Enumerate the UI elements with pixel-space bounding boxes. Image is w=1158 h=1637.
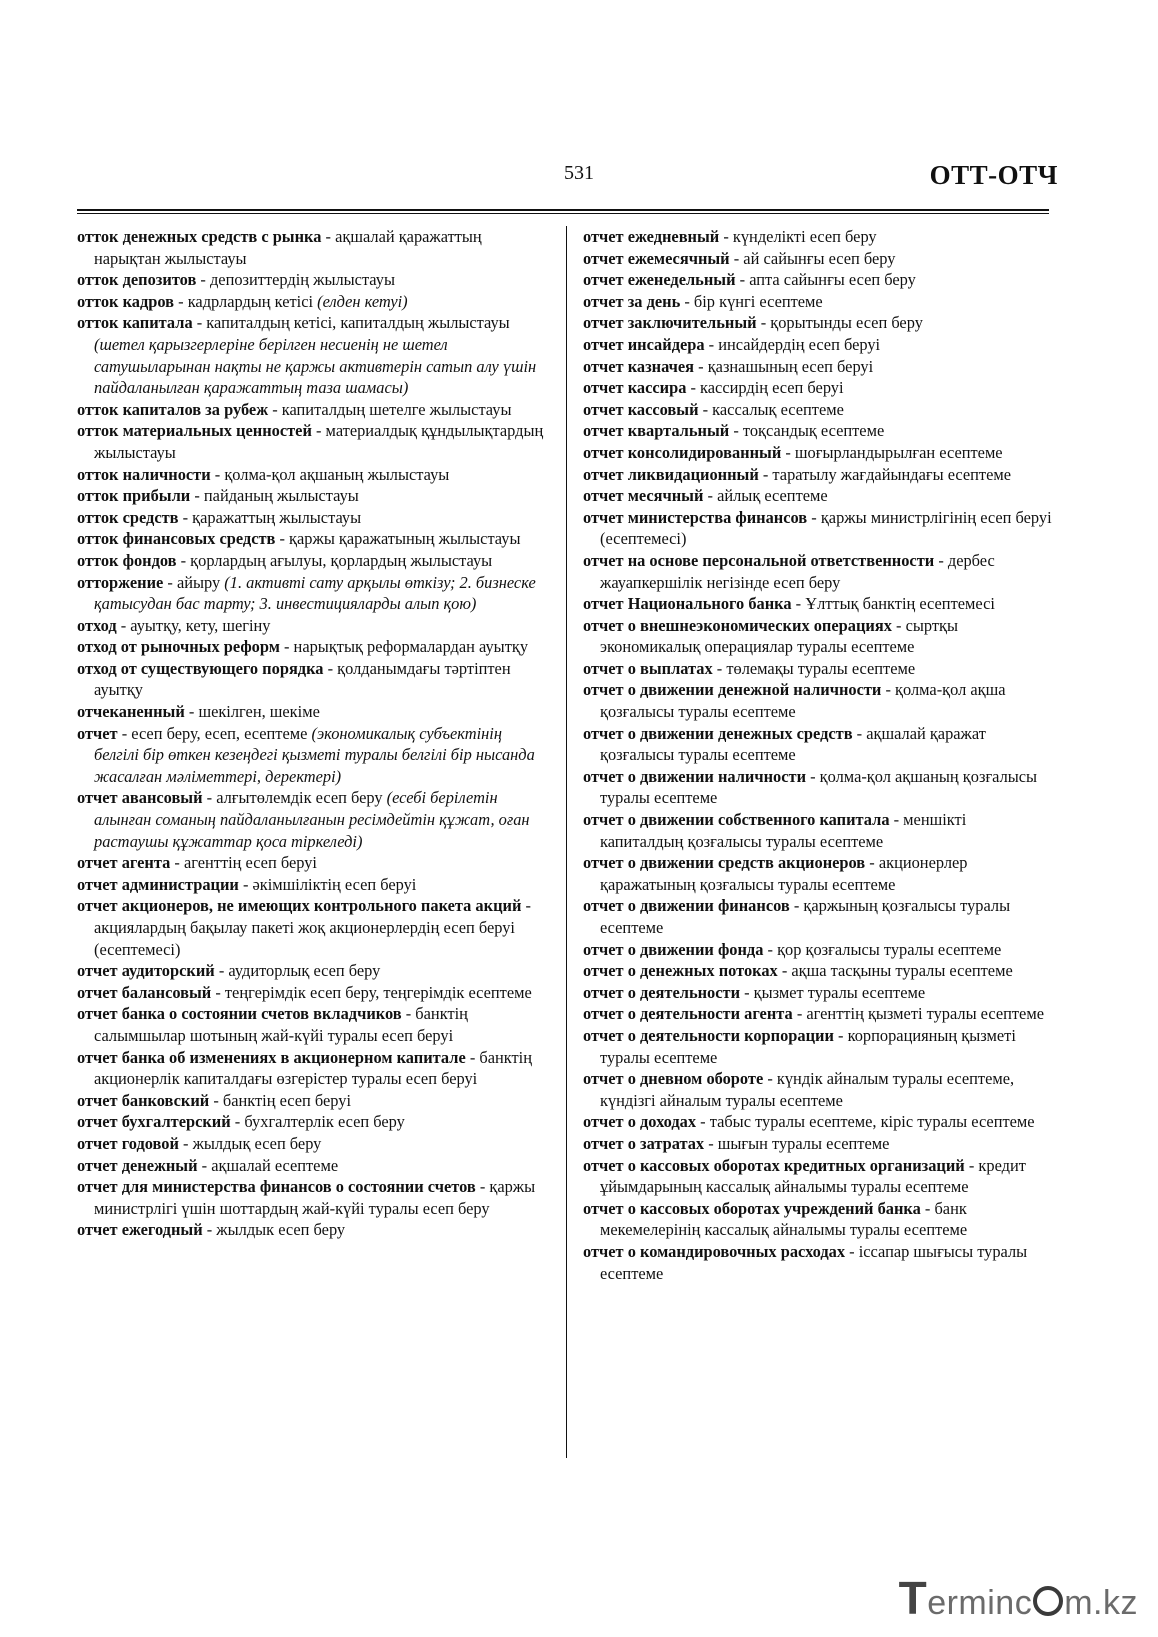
entry-definition: - капиталдың шетелге жылыстауы	[268, 399, 512, 419]
entry-definition: - қаражаттың жылыстауы	[178, 507, 362, 527]
dictionary-entry	[77, 312, 547, 398]
entry-definition: - төлемақы туралы есептеме	[712, 658, 916, 678]
dictionary-entry	[583, 550, 1053, 593]
entry-term: отчет агента	[77, 853, 171, 873]
entry-definition: - күнделікті есеп беру	[719, 227, 877, 246]
header-rule-thick	[77, 209, 1049, 211]
dictionary-entry	[583, 226, 1053, 248]
entry-definition: - қызмет туралы есептеме	[740, 982, 926, 1002]
entry-term: отчет министерства финансов	[583, 507, 808, 527]
entry-term: отчет акционеров, не имеющих контрольного пакета акций	[77, 896, 522, 916]
dictionary-entry	[77, 636, 547, 658]
entry-term: отчет о выплатах	[583, 658, 713, 678]
entry-definition: - бір күнгі есептеме	[680, 291, 823, 311]
dictionary-entry	[583, 399, 1053, 421]
entry-term: отток средств	[77, 507, 179, 527]
entry-definition: - қазнашының есеп беруі	[694, 356, 874, 376]
dictionary-entry	[77, 852, 547, 874]
entry-term: отчет квартальный	[583, 421, 730, 441]
entry-term: отчет о движении денежных средств	[583, 723, 853, 743]
entry-term: отчет о движении собственного капитала	[583, 810, 890, 830]
entry-definition: - банктің акционерлік капиталдағы өзгерістер туралы есеп беруі	[94, 1047, 533, 1089]
entry-term: отчет о внешнеэкономических операциях	[583, 615, 892, 635]
entry-term: отчет для министерства финансов о состоянии счетов	[77, 1177, 476, 1197]
entry-definition: - банк мекемелерінің кассалық айналымы туралы есептеме	[600, 1198, 968, 1240]
dictionary-entry	[77, 1090, 547, 1112]
watermark-part-3: m.kz	[1064, 1584, 1138, 1622]
entry-definition: - нарықтық реформалардан ауытқу	[279, 637, 529, 657]
dictionary-entry	[583, 658, 1053, 680]
entry-term: отток прибыли	[77, 486, 191, 506]
entry-definition: - тоқсандық есептеме	[729, 421, 885, 441]
entry-term: отчет авансовый	[77, 788, 203, 808]
entry-definition: - апта сайынғы есеп беру	[735, 270, 916, 290]
entry-definition: - агенттің есеп беруі	[170, 853, 317, 873]
entry-definition: - акционерлер қаражатының қозғалысы туралы есептеме	[600, 853, 968, 894]
entry-definition: - капиталдың кетісі, капиталдың жылыстауы	[192, 313, 510, 333]
entry-definition: - қор қозғалысы туралы есептеме	[763, 939, 1002, 959]
entry-term: отчет о деятельности агента	[583, 1004, 793, 1024]
dictionary-entry	[583, 679, 1053, 722]
entry-definition: - теңгерімдік есеп беру, теңгерімдік есептеме	[211, 982, 532, 1002]
entry-definition: - жылдык есеп беру	[202, 1220, 346, 1240]
entry-definition: - қорытынды есеп беру	[756, 313, 923, 333]
dictionary-entry	[583, 269, 1053, 291]
entry-term: отчет банка о состоянии счетов вкладчиков	[77, 1004, 402, 1024]
running-head: ОТТ-ОТЧ	[929, 160, 1058, 190]
dictionary-entry	[583, 312, 1053, 334]
entry-note: (1. активті сату арқылы өткізу; 2. бизнеске қатысудан бас тарту; 3. инвестицияларды алып қою)	[94, 572, 536, 614]
entry-definition: - қаржы министрлігінің есеп беруі (есептемесі)	[600, 507, 1052, 549]
entry-term: отчет еженедельный	[583, 270, 736, 290]
dictionary-entry	[77, 550, 547, 572]
watermark-circle-icon	[1033, 1586, 1063, 1616]
entry-definition: - күндік айналым туралы есептеме, күндізгі айналым туралы есептеме	[600, 1069, 1015, 1110]
dictionary-entry	[583, 1133, 1053, 1155]
entry-term: отток капиталов за рубеж	[77, 399, 269, 419]
dictionary-entry	[583, 507, 1053, 550]
entry-definition: - қаржы қаражатының жылыстауы	[275, 529, 521, 549]
entry-definition: - қаржының қозғалысы туралы есептеме	[600, 896, 1011, 937]
dictionary-entry	[77, 528, 547, 550]
entry-definition: - алғытөлемдік есеп беру	[202, 788, 387, 808]
watermark-part-2: erminc	[927, 1584, 1033, 1622]
dictionary-entry	[77, 485, 547, 507]
entry-term: отток капитала	[77, 313, 193, 333]
entry-definition: - кредит ұйымдарының кассалық айналымы туралы есептеме	[600, 1155, 1026, 1197]
entry-term: отчет инсайдера	[583, 334, 705, 354]
dictionary-entry	[77, 1219, 547, 1241]
entry-term: отчет о деятельности корпорации	[583, 1025, 834, 1045]
dictionary-entry	[77, 874, 547, 896]
entry-term: отчет кассира	[583, 378, 687, 398]
entry-term: отчет о доходах	[583, 1112, 697, 1132]
dictionary-entry	[583, 593, 1053, 615]
entry-definition: - қолданымдағы тәртіптен ауытқу	[94, 658, 511, 700]
dictionary-entry	[77, 291, 547, 313]
entry-term: отчет Национального банка	[583, 594, 792, 614]
dictionary-entry	[583, 960, 1053, 982]
dictionary-entry	[77, 701, 547, 723]
entry-term: отторжение	[77, 572, 164, 592]
entry-term: отчет о деятельности	[583, 982, 741, 1002]
entry-definition: - таратылу жағдайындағы есептеме	[758, 464, 1011, 484]
entry-definition: - агенттің қызметі туралы есептеме	[792, 1004, 1044, 1024]
entry-term: отчет о движении денежной наличности	[583, 680, 882, 700]
entry-term: отчет бухгалтерский	[77, 1112, 231, 1132]
dictionary-entry	[77, 1111, 547, 1133]
entry-term: отчет денежный	[77, 1155, 198, 1175]
dictionary-entry	[583, 248, 1053, 270]
entry-definition: - банктің салымшылар шотының жай-күйі туралы есеп беруі	[94, 1004, 468, 1045]
entry-term: отчет годовой	[77, 1133, 179, 1153]
dictionary-entry	[77, 723, 547, 788]
entry-term: отчет о затратах	[583, 1133, 705, 1153]
dictionary-entry	[77, 1155, 547, 1177]
dictionary-entry	[583, 1025, 1053, 1068]
entry-definition: - меншікті капиталдың қозғалысы туралы есептеме	[600, 810, 967, 851]
entry-term: отчет о движении финансов	[583, 896, 790, 916]
entry-term: отчет ежегодный	[77, 1220, 203, 1240]
entry-definition: - есеп беру, есеп, есептеме	[117, 723, 312, 743]
dictionary-entry	[583, 1198, 1053, 1241]
entry-note: (елден кетуі)	[317, 291, 408, 311]
page-number: 531	[564, 162, 594, 184]
entry-note: (есебі берілетін алынған соманың пайдаланылғанын ресімдейтін құжат, оған растаушы құжаттар қоса тіркеледі)	[94, 788, 530, 851]
entry-term: отчет ежемесячный	[583, 248, 730, 268]
dictionary-entry	[583, 809, 1053, 852]
entry-definition: - шекілген, шекіме	[184, 702, 320, 722]
entry-term: отчеканенный	[77, 702, 185, 722]
entry-term: отход от рыночных реформ	[77, 637, 280, 657]
entry-definition: - бухгалтерлік есеп беру	[230, 1112, 405, 1132]
entry-term: отчет месячный	[583, 486, 704, 506]
dictionary-entry	[77, 507, 547, 529]
entry-term: отчет о денежных потоках	[583, 961, 778, 981]
dictionary-entry	[77, 1176, 547, 1219]
watermark-logo	[899, 1571, 1138, 1625]
entry-definition: - әкімшіліктің есеп беруі	[238, 874, 417, 894]
dictionary-entry	[583, 982, 1053, 1004]
entry-term: отчет аудиторский	[77, 961, 215, 981]
entry-definition: - депозиттердің жылыстауы	[196, 270, 395, 290]
entry-term: отчет о движении средств акционеров	[583, 853, 866, 873]
dictionary-entry	[77, 269, 547, 291]
entry-definition: - қаржы министрлігі үшін шоттардың жай-күйі туралы есеп беру	[94, 1177, 536, 1218]
entry-term: отток фондов	[77, 550, 177, 570]
dictionary-entry	[583, 356, 1053, 378]
dictionary-entry	[583, 852, 1053, 895]
entry-definition: - материалдық құндылықтардың жылыстауы	[94, 421, 544, 462]
dictionary-entry	[77, 787, 547, 852]
entry-term: отчет балансовый	[77, 982, 212, 1002]
entry-definition: - кадрлардың кетісі	[174, 291, 318, 311]
dictionary-entry	[583, 766, 1053, 809]
entry-definition: - банктің есеп беруі	[209, 1090, 352, 1110]
entry-definition: - акциялардың бақылау пакеті жоқ акционерлердің есеп беруі (есептемесі)	[94, 896, 531, 959]
right-column	[583, 226, 1053, 1284]
entry-note: (шетел қарызгерлеріне берілген несиенің не шетел сатушыларынан нақты не қаржы активтерін сатып алу үшін пайдаланылған қаражаттың таза шамасы)	[94, 334, 537, 398]
dictionary-entry	[77, 982, 547, 1004]
entry-definition: - іссапар шығысы туралы есептеме	[600, 1241, 1028, 1283]
entry-definition: - ақшалай қаражаттың нарықтан жылыстауы	[94, 227, 482, 268]
entry-definition: - ақшалай қаражат қозғалысы туралы есептеме	[600, 723, 986, 765]
entry-term: отчет	[77, 723, 118, 743]
entry-definition: - Ұлттық банктің есептемесі	[791, 594, 995, 614]
dictionary-entry	[583, 464, 1053, 486]
entry-definition: - аудиторлық есеп беру	[214, 961, 381, 981]
entry-definition: - пайданың жылыстауы	[190, 486, 359, 506]
entry-term: отток материальных ценностей	[77, 421, 312, 441]
dictionary-entry	[77, 226, 547, 269]
entry-definition: - сыртқы экономикалық операциялар туралы есептеме	[600, 615, 958, 657]
entry-term: отток кадров	[77, 291, 175, 311]
entry-note: (экономикалық субъектінің белгілі бір өткен кезеңдегі қызметі туралы белгілі бір нысанда жасалған мәліметтері, деректері)	[94, 723, 535, 786]
left-column	[77, 226, 547, 1241]
dictionary-entry	[77, 464, 547, 486]
entry-term: отчет о командировочных расходах	[583, 1241, 846, 1261]
entry-definition: - айыру	[163, 572, 225, 592]
dictionary-entry	[583, 442, 1053, 464]
entry-definition: - табыс туралы есептеме, кіріс туралы есептеме	[696, 1112, 1035, 1132]
watermark-part-1: T	[898, 1572, 928, 1624]
dictionary-entry	[583, 1003, 1053, 1025]
dictionary-entry	[77, 572, 547, 615]
entry-term: отчет банковский	[77, 1090, 210, 1110]
dictionary-entry	[583, 1068, 1053, 1111]
entry-definition: - қорлардың ағылуы, қорлардың жылыстауы	[176, 550, 493, 570]
dictionary-entry	[583, 939, 1053, 961]
dictionary-entry	[583, 895, 1053, 938]
entry-definition: - кассалық есептеме	[698, 399, 844, 419]
dictionary-entry	[583, 420, 1053, 442]
entry-term: отчет ежедневный	[583, 227, 720, 246]
dictionary-entry	[77, 615, 547, 637]
dictionary-entry	[583, 723, 1053, 766]
entry-definition: - ауытқу, кету, шегіну	[116, 615, 271, 635]
entry-definition: - ай сайынғы есеп беру	[729, 248, 896, 268]
dictionary-entry	[77, 420, 547, 463]
column-divider	[566, 226, 567, 1458]
entry-definition: - айлық есептеме	[703, 486, 828, 506]
entry-definition: - ақшалай есептеме	[197, 1155, 339, 1175]
entry-term: отчет кассовый	[583, 399, 699, 419]
entry-term: отчет консолидированный	[583, 442, 782, 462]
dictionary-entry	[583, 1155, 1053, 1198]
entry-term: отчет о движении наличности	[583, 766, 807, 786]
entry-term: отчет заключительный	[583, 313, 757, 333]
entry-definition: - корпорацияның қызметі туралы есептеме	[600, 1025, 1016, 1067]
dictionary-entry	[583, 1241, 1053, 1284]
header-rule-thin	[77, 213, 1049, 214]
entry-definition: - инсайдердің есеп беруі	[704, 334, 881, 354]
dictionary-entry	[583, 615, 1053, 658]
entry-term: отчет о дневном обороте	[583, 1069, 764, 1089]
entry-term: отчет о кассовых оборотах кредитных организаций	[583, 1155, 965, 1175]
dictionary-entry	[77, 960, 547, 982]
entry-term: отчет администрации	[77, 874, 239, 894]
entry-term: отход	[77, 615, 117, 635]
dictionary-entry	[77, 1003, 547, 1046]
dictionary-entry	[77, 895, 547, 960]
entry-definition: - кассирдің есеп беруі	[686, 378, 844, 398]
entry-term: отчет о кассовых оборотах учреждений банка	[583, 1198, 921, 1218]
entry-definition: - ақша тасқыны туралы есептеме	[777, 961, 1013, 981]
entry-term: отчет за день	[583, 291, 681, 311]
entry-definition: - қолма-қол ақшаның жылыстауы	[210, 464, 450, 484]
dictionary-entry	[583, 377, 1053, 399]
dictionary-entry	[583, 1111, 1053, 1133]
dictionary-entry	[77, 1047, 547, 1090]
entry-term: отчет казначея	[583, 356, 695, 376]
entry-term: отток финансовых средств	[77, 529, 276, 549]
entry-definition: - жылдық есеп беру	[178, 1133, 322, 1153]
entry-term: отчет на основе персональной ответственности	[583, 550, 935, 570]
entry-term: отчет о движении фонда	[583, 939, 764, 959]
dictionary-entry	[77, 399, 547, 421]
entry-term: отток депозитов	[77, 270, 197, 290]
entry-definition: - қолма-қол ақшаның қозғалысы туралы есептеме	[600, 766, 1038, 808]
entry-term: отчет ликвидационный	[583, 464, 759, 484]
dictionary-entry	[77, 1133, 547, 1155]
entry-term: отчет банка об изменениях в акционерном капитале	[77, 1047, 466, 1067]
dictionary-entry	[583, 291, 1053, 313]
entry-definition: - шығын туралы есептеме	[704, 1133, 890, 1153]
entry-term: отход от существующего порядка	[77, 658, 324, 678]
entry-term: отток наличности	[77, 464, 211, 484]
entry-definition: - қолма-қол ақша қозғалысы туралы есептеме	[600, 680, 1006, 722]
entry-term: отток денежных средств с рынка	[77, 227, 322, 246]
entry-definition: - дербес жауапкершілік негізінде есеп беру	[600, 550, 995, 592]
dictionary-entry	[583, 485, 1053, 507]
dictionary-entry	[583, 334, 1053, 356]
entry-definition: - шоғырландырылған есептеме	[781, 442, 1003, 462]
dictionary-entry	[77, 658, 547, 701]
